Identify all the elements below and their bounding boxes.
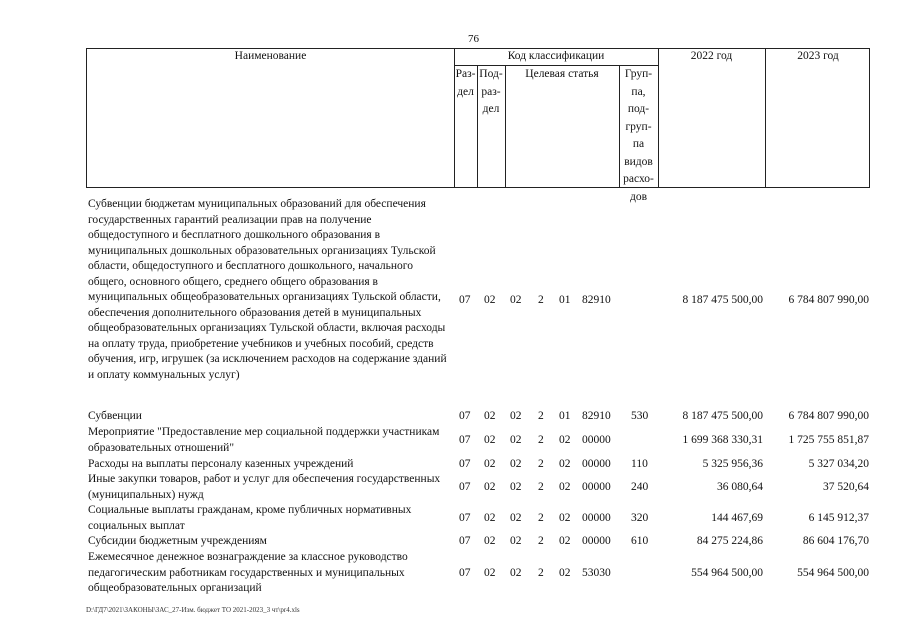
cell-target-2: 2 xyxy=(538,294,544,306)
page-number: 76 xyxy=(468,33,479,45)
cell-target-4: 53030 xyxy=(582,567,611,579)
cell-target-2: 2 xyxy=(538,535,544,547)
cell-razdel: 07 xyxy=(459,434,471,446)
cell-target-3: 02 xyxy=(559,535,571,547)
header-razdel: Раз- дел xyxy=(455,68,476,98)
table-row xyxy=(86,503,870,534)
cell-2022: 144 467,69 xyxy=(711,512,763,524)
cell-target-4: 00000 xyxy=(582,434,611,446)
cell-razdel: 07 xyxy=(459,294,471,306)
header-2022: 2022 год xyxy=(690,50,733,62)
cell-vr: 320 xyxy=(631,512,649,524)
cell-2023: 5 327 034,20 xyxy=(808,458,869,470)
cell-razdel: 07 xyxy=(459,567,471,579)
cell-target-4: 00000 xyxy=(582,512,611,524)
cell-2022: 554 964 500,00 xyxy=(691,567,763,579)
cell-target-4: 82910 xyxy=(582,294,611,306)
cell-target-3: 01 xyxy=(559,294,571,306)
cell-2022: 1 699 368 330,31 xyxy=(682,434,763,446)
cell-target-2: 2 xyxy=(538,410,544,422)
cell-podrazdel: 02 xyxy=(484,535,496,547)
cell-target-2: 2 xyxy=(538,512,544,524)
col-divider xyxy=(765,49,766,187)
cell-2023: 37 520,64 xyxy=(823,481,869,493)
cell-target-3: 02 xyxy=(559,512,571,524)
table-row xyxy=(86,425,870,457)
cell-2023: 86 604 176,70 xyxy=(802,535,869,547)
col-divider xyxy=(658,49,659,187)
cell-target-1: 02 xyxy=(510,481,522,493)
cell-2022: 8 187 475 500,00 xyxy=(682,294,763,306)
cell-vr: 240 xyxy=(631,481,649,493)
cell-razdel: 07 xyxy=(459,512,471,524)
table-row xyxy=(86,534,870,550)
cell-target-1: 02 xyxy=(510,567,522,579)
header-podrazdel: Под- раз- дел xyxy=(479,68,503,115)
cell-target-4: 00000 xyxy=(582,458,611,470)
file-path-footer: D:\ГД7\2021\ЗАКОНЫ\ЗАС_27-Изм. бюджет ТО 2021-2023_3 чт\pr4.xls xyxy=(86,606,300,614)
cell-2023: 6 784 807 990,00 xyxy=(788,410,869,422)
cell-target-1: 02 xyxy=(510,434,522,446)
cell-podrazdel: 02 xyxy=(484,481,496,493)
cell-vr: 610 xyxy=(631,535,649,547)
row-name: Мероприятие "Предоставление мер социальной поддержки участникам образовательных отношений" xyxy=(88,426,440,454)
cell-target-2: 2 xyxy=(538,434,544,446)
cell-target-3: 01 xyxy=(559,410,571,422)
cell-2023: 6 145 912,37 xyxy=(808,512,869,524)
row-name: Ежемесячное денежное вознаграждение за классное руководство педагогическим работникам государственных и муниципальных общеобразовательных организаций xyxy=(88,551,408,594)
table-row xyxy=(86,197,870,399)
cell-target-2: 2 xyxy=(538,458,544,470)
cell-target-3: 02 xyxy=(559,481,571,493)
cell-podrazdel: 02 xyxy=(484,294,496,306)
header-name: Наименование xyxy=(234,50,307,62)
row-name: Субвенции бюджетам муниципальных образований для обеспечения государственных гарантий реализации прав на получение общедоступного и бесплатного дошкольного образования в муниципальных дошкольных образовательных организациях Тульской области, общедоступного и бесплатного дошкольного, начального общего, основного общего, среднего общего образования в муниципальных общеобразовательных организациях Тульской области, обеспечения дополнительного образования детей в муниципальных общеобразовательных организациях Тульской области, включая расходы на оплату труда, приобретение учебников и учебных пособий, средств обучения, игр, игрушек (за исключением расходов на содержание зданий и оплату коммунальных услуг) xyxy=(88,198,447,381)
cell-2022: 5 325 956,36 xyxy=(702,458,763,470)
cell-razdel: 07 xyxy=(459,458,471,470)
cell-razdel: 07 xyxy=(459,535,471,547)
table-row xyxy=(86,472,870,503)
cell-2023: 1 725 755 851,87 xyxy=(788,434,869,446)
header-code: Код классификации xyxy=(507,50,605,62)
cell-podrazdel: 02 xyxy=(484,410,496,422)
cell-target-4: 00000 xyxy=(582,535,611,547)
table-row xyxy=(86,550,870,597)
cell-podrazdel: 02 xyxy=(484,567,496,579)
row-name: Расходы на выплаты персоналу казенных учреждений xyxy=(88,458,354,470)
cell-target-3: 02 xyxy=(559,434,571,446)
cell-podrazdel: 02 xyxy=(484,434,496,446)
header-target: Целевая статья xyxy=(525,68,599,80)
cell-target-1: 02 xyxy=(510,410,522,422)
cell-target-4: 82910 xyxy=(582,410,611,422)
header-2023: 2023 год xyxy=(797,50,839,62)
cell-target-4: 00000 xyxy=(582,481,611,493)
cell-target-3: 02 xyxy=(559,567,571,579)
table-row xyxy=(86,457,870,473)
cell-2022: 36 080,64 xyxy=(717,481,763,493)
cell-target-2: 2 xyxy=(538,567,544,579)
cell-razdel: 07 xyxy=(459,410,471,422)
cell-2023: 554 964 500,00 xyxy=(797,567,869,579)
table-row xyxy=(86,409,870,425)
row-name: Социальные выплаты гражданам, кроме публичных нормативных социальных выплат xyxy=(88,504,412,532)
cell-target-1: 02 xyxy=(510,458,522,470)
header-group: Груп- па, под- груп- па видов расхо- дов xyxy=(623,68,654,203)
cell-target-1: 02 xyxy=(510,294,522,306)
row-name: Субсидии бюджетным учреждениям xyxy=(88,535,267,547)
cell-target-2: 2 xyxy=(538,481,544,493)
row-name: Субвенции xyxy=(88,410,142,422)
cell-vr: 110 xyxy=(631,458,648,470)
cell-podrazdel: 02 xyxy=(484,458,496,470)
row-name: Иные закупки товаров, работ и услуг для обеспечения государственных (муниципальных) нужд xyxy=(88,473,441,501)
cell-target-1: 02 xyxy=(510,535,522,547)
cell-2022: 8 187 475 500,00 xyxy=(682,410,763,422)
table-header xyxy=(86,48,870,203)
cell-target-1: 02 xyxy=(510,512,522,524)
cell-razdel: 07 xyxy=(459,481,471,493)
cell-2023: 6 784 807 990,00 xyxy=(788,294,869,306)
cell-podrazdel: 02 xyxy=(484,512,496,524)
cell-target-3: 02 xyxy=(559,458,571,470)
cell-2022: 84 275 224,86 xyxy=(696,535,763,547)
cell-vr: 530 xyxy=(631,410,649,422)
